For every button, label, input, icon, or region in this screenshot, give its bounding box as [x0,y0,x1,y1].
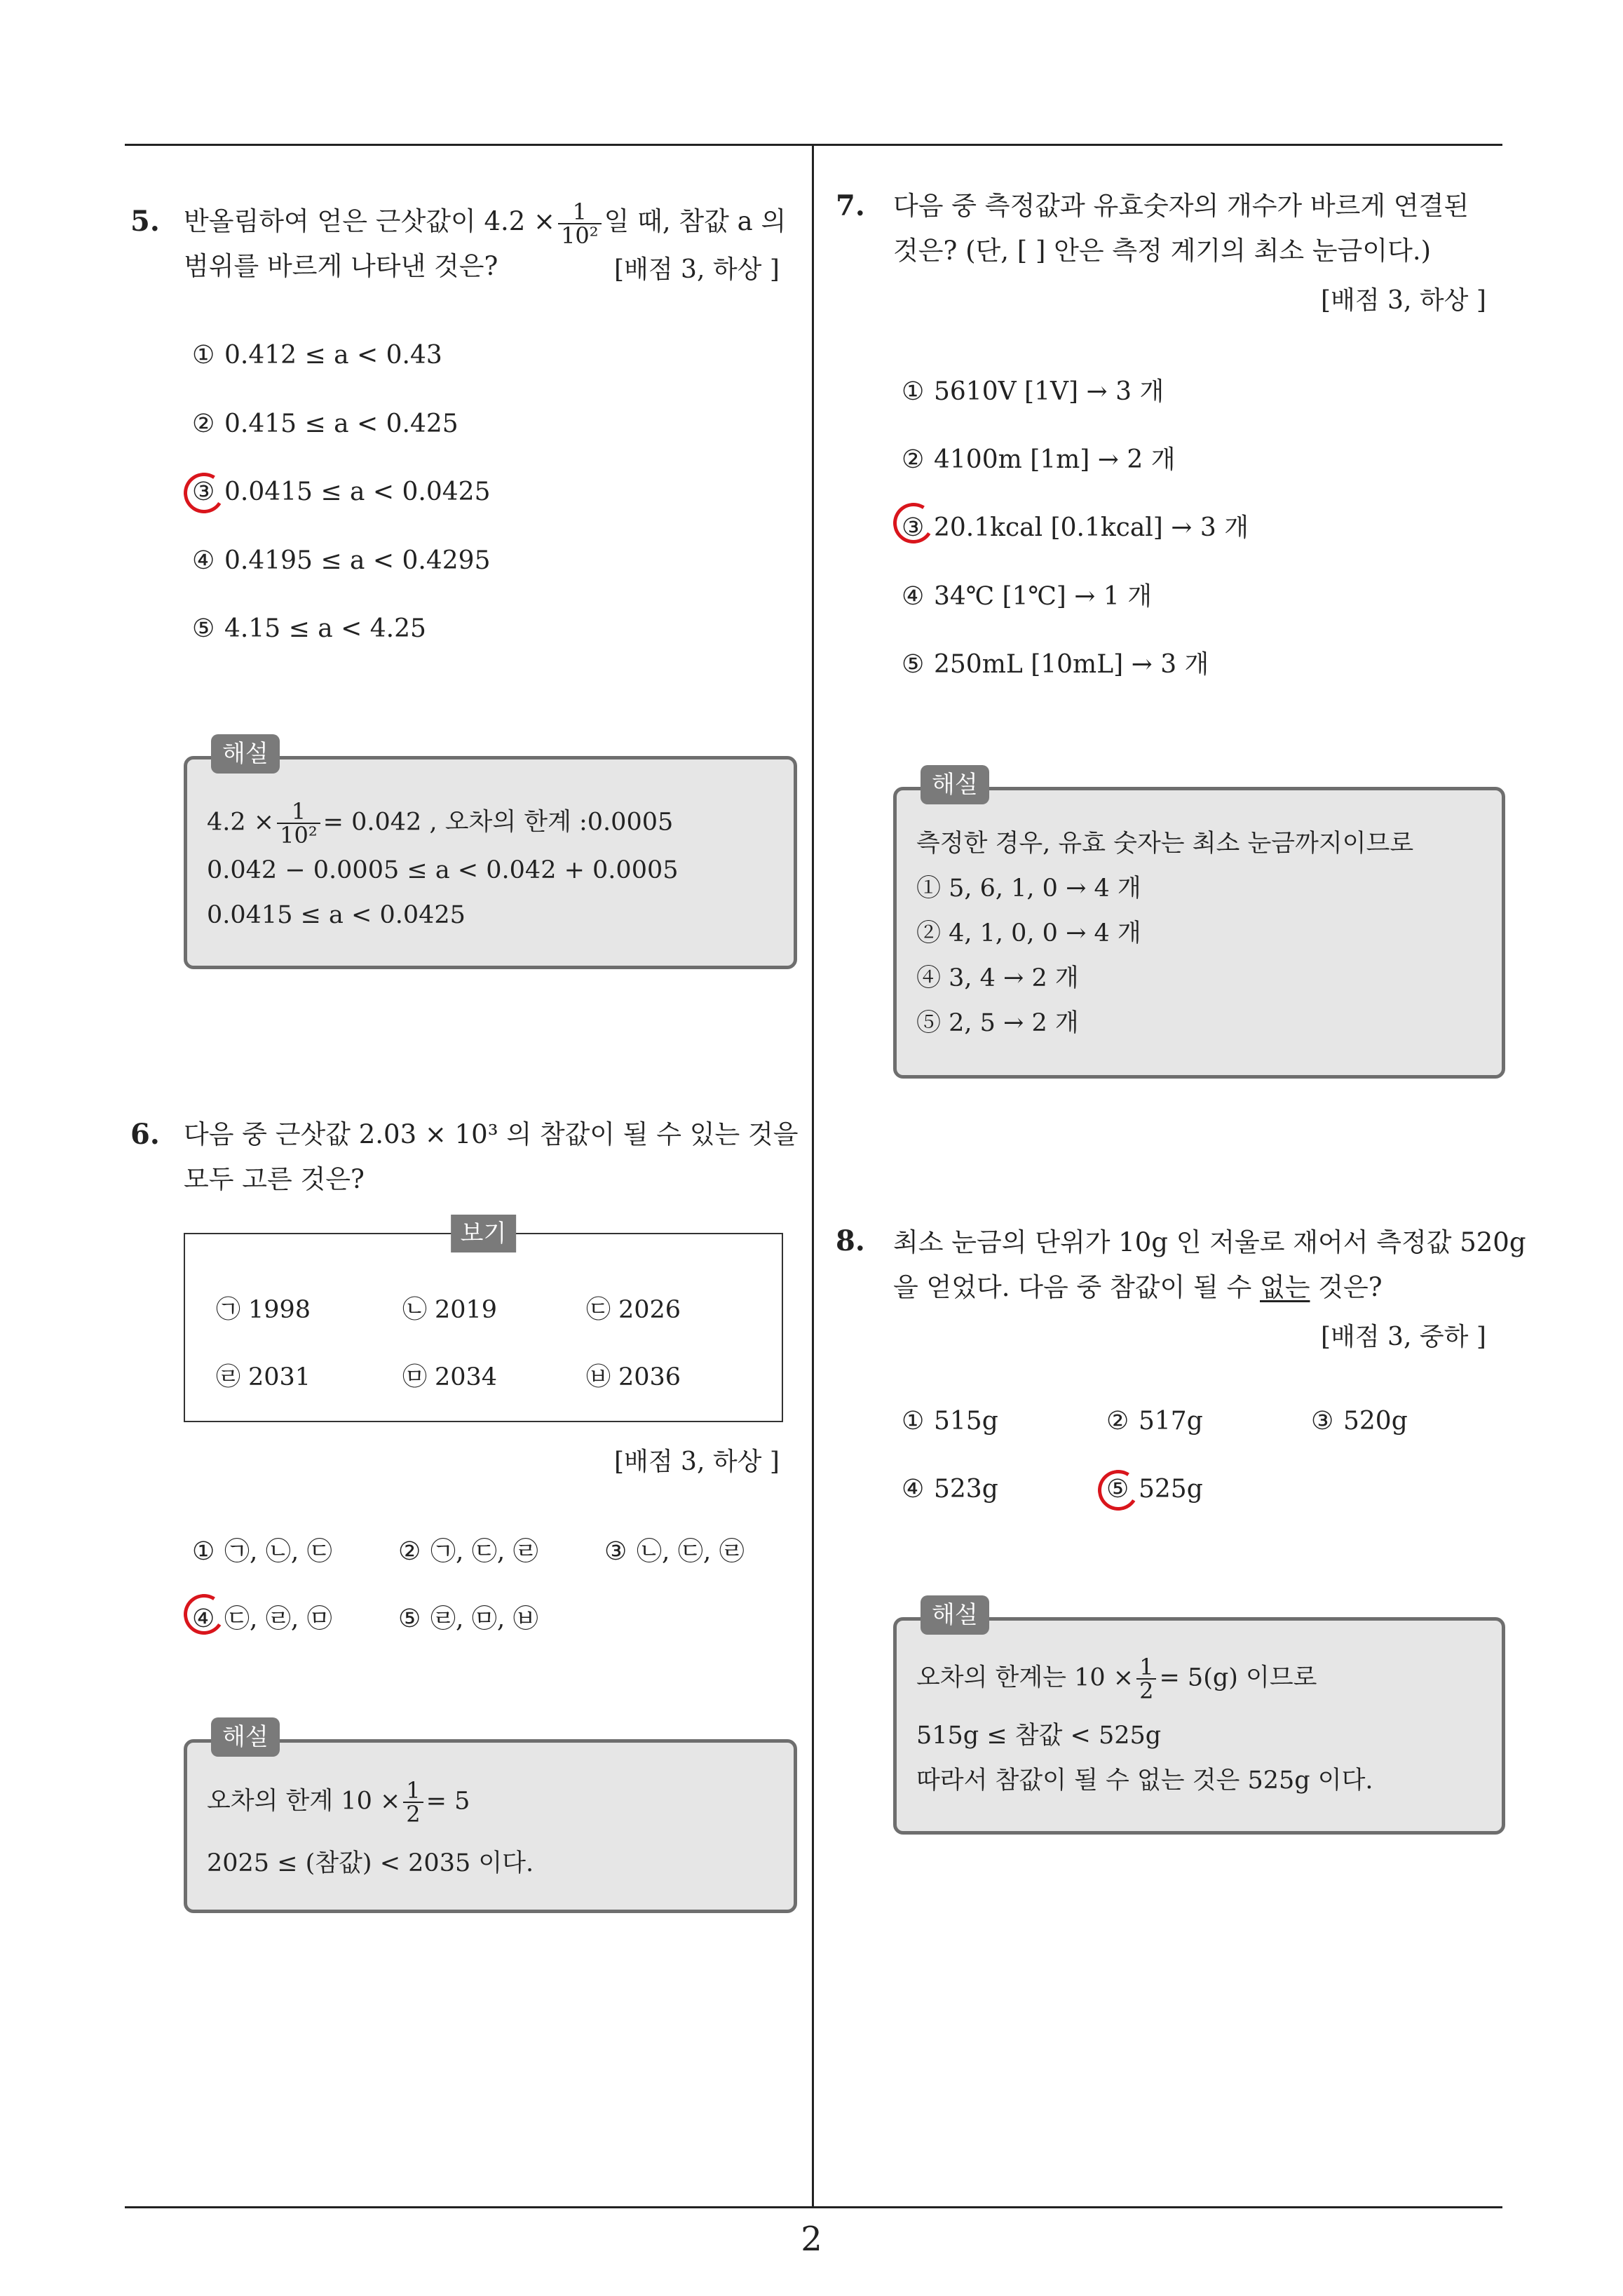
q5-question-line1 [184,199,786,247]
q8-question-line2: 을 얻었다. 다음 중 참값이 될 수 없는 것은? [893,1272,1383,1302]
q5-meta: [배점 3, 하상 ] [614,255,780,284]
q5-line1-b: 일 때, 참값 a 의 [604,206,787,236]
q6-bogi-item: ㉥ 2036 [586,1363,681,1391]
q8-option-2[interactable]: ② 517g [1106,1407,1203,1436]
q6-bogi-box [184,1220,783,1422]
q7-explanation-line: ④ 3, 4 → 2 개 [916,964,1079,992]
q5-option-5[interactable]: ⑤ 4.15 ≤ a < 4.25 [192,614,426,643]
q8-question-line1: 최소 눈금의 단위가 10g 인 저울로 재어서 측정값 520g [893,1227,1526,1257]
q5-option-2[interactable]: ② 0.415 ≤ a < 0.425 [192,410,459,438]
q5-explanation-tag: 해설 [211,734,280,774]
q7-question-line2: 것은? (단, [ ] 안은 측정 계기의 최소 눈금이다.) [893,236,1432,266]
q8-option-3[interactable]: ③ 520g [1311,1407,1408,1436]
q7-explanation-line: ② 4, 1, 0, 0 → 4 개 [916,919,1141,947]
q7-option-4[interactable]: ④ 34℃ [1℃] → 1 개 [902,582,1152,611]
q6-explanation-fraction: $\frac{1}{2}$ [403,1779,423,1825]
q7-option-5[interactable]: ⑤ 250mL [10mL] → 3 개 [902,650,1209,679]
q8-underlined-word: 없는 [1260,1272,1310,1302]
q8-explanation-fraction: $\frac{1}{2}$ [1136,1656,1156,1702]
q5-number: 5. [130,205,160,238]
q7-explanation-line: 측정한 경우, 유효 숫자는 최소 눈금까지이므로 [916,830,1414,858]
q7-option-2[interactable]: ② 4100m [1m] → 2 개 [902,445,1176,474]
q5-explanation-box [184,740,797,969]
q6-explanation-line1: 오차의 한계 10 × $\frac{1}{2}$ = 5 [207,1777,470,1828]
q6-meta: [배점 3, 하상 ] [614,1447,780,1476]
q7-explanation-box [893,771,1505,1079]
q5-explanation-line1: 4.2 × $\frac{1}{\text{10²}}$ = 0.042 , 오차의 한계 :0.0005 [207,798,674,849]
q7-option-3[interactable]: ③ 20.1kcal [0.1kcal] → 3 개 [902,513,1249,542]
q7-explanation-line: ⑤ 2, 5 → 2 개 [916,1009,1079,1037]
q7-explanation-tag: 해설 [921,765,989,804]
q7-explanation-line: ① 5, 6, 1, 0 → 4 개 [916,874,1141,903]
q5-explanation-line3: 0.0415 ≤ a < 0.0425 [207,901,466,929]
bottom-rule [125,2206,1502,2208]
q5-option-3[interactable]: ③ 0.0415 ≤ a < 0.0425 [192,478,491,506]
q6-option-1[interactable]: ① ㉠, ㉡, ㉢ [192,1537,332,1566]
q6-option-3[interactable]: ③ ㉡, ㉢, ㉣ [604,1537,745,1566]
q6-bogi-item: ㉤ 2034 [402,1363,498,1391]
q6-number: 6. [130,1118,160,1151]
q6-bogi-item: ㉠ 1998 [216,1296,311,1324]
q7-number: 7. [836,189,865,222]
q5-option-1[interactable]: ① 0.412 ≤ a < 0.43 [192,341,442,370]
q5-question-line2: 범위를 바르게 나타낸 것은? [184,251,498,281]
q6-question-line1: 다음 중 근삿값 2.03 × 10³ 의 참값이 될 수 있는 것을 [184,1119,799,1149]
q6-bogi-tag: 보기 [451,1215,517,1252]
q5-explanation-fraction: $\frac{1}{\text{10²}}$ [277,800,320,846]
q8-option-1[interactable]: ① 515g [902,1407,998,1436]
q8-explanation-line3: 따라서 참값이 될 수 없는 것은 525g 이다. [916,1767,1373,1795]
q8-explanation-box [893,1601,1505,1835]
q8-answer-circle [1094,1466,1143,1515]
q6-bogi-item: ㉢ 2026 [586,1296,681,1324]
column-divider [812,144,814,2208]
q8-meta: [배점 3, 중하 ] [1321,1323,1486,1351]
q5-explanation-line2: 0.042 − 0.0005 ≤ a < 0.042 + 0.0005 [207,856,679,884]
q6-option-4[interactable]: ④ ㉢, ㉣, ㉤ [192,1605,332,1633]
page-number: 2 [801,2220,822,2259]
q8-explanation-line1: 오차의 한계는 10 × $\frac{1}{2}$ = 5(g) 이므로 [916,1654,1317,1704]
q6-bogi-item: ㉡ 2019 [402,1296,498,1324]
q6-bogi-item: ㉣ 2031 [216,1363,311,1391]
q6-question-line2: 모두 고른 것은? [184,1164,365,1194]
q8-option-4[interactable]: ④ 523g [902,1475,998,1504]
q5-option-4[interactable]: ④ 0.4195 ≤ a < 0.4295 [192,546,491,575]
q6-explanation-line2: 2025 ≤ (참값) < 2035 이다. [207,1849,534,1877]
q6-explanation-tag: 해설 [211,1717,280,1757]
q8-option-5[interactable]: ⑤ 525g [1106,1475,1203,1504]
q8-explanation-line2: 515g ≤ 참값 < 525g [916,1722,1162,1750]
q7-question-line1: 다음 중 측정값과 유효숫자의 개수가 바르게 연결된 [893,191,1469,221]
q5-line1-a: 반올림하여 얻은 근삿값이 4.2 × [184,206,556,236]
q6-option-5[interactable]: ⑤ ㉣, ㉤, ㉥ [398,1605,538,1633]
q5-fraction: $\frac{1}{\text{10²}}$ [558,201,602,247]
q6-option-2[interactable]: ② ㉠, ㉢, ㉣ [398,1537,538,1566]
q7-option-1[interactable]: ① 5610V [1V] → 3 개 [902,377,1164,406]
q5-answer-circle [180,469,229,518]
q7-meta: [배점 3, 하상 ] [1321,286,1486,315]
q8-explanation-tag: 해설 [921,1595,989,1635]
q6-explanation-box [184,1723,797,1913]
q8-number: 8. [836,1224,865,1257]
